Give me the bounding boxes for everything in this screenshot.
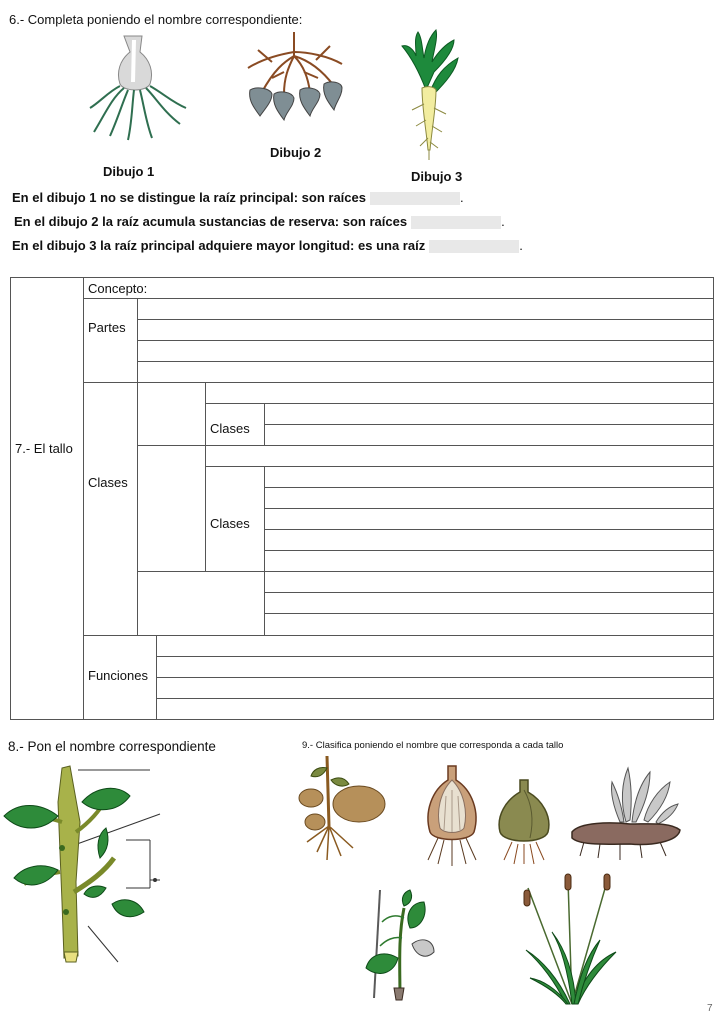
stem-outline-table	[10, 277, 714, 720]
section6-heading: 6.- Completa poniendo el nombre correspondiente:	[9, 12, 303, 27]
section9-heading: 9.- Clasifica poniendo el nombre que corresponda a cada tallo	[302, 740, 564, 751]
drawing2-caption: Dibujo 2	[270, 145, 322, 160]
drawing3-caption: Dibujo 3	[411, 169, 463, 184]
section8-heading: 8.- Pon el nombre correspondiente	[8, 739, 216, 754]
classes-label: Clases	[88, 475, 128, 490]
concept-label: Concepto:	[88, 281, 148, 296]
parts-label: Partes	[88, 320, 126, 335]
sentence-3-text: En el dibujo 3 la raíz principal adquiere mayor longitud: es una raíz	[12, 238, 426, 253]
taproot-icon	[392, 28, 464, 162]
functions-label: Funciones	[88, 668, 148, 683]
subclasses-label-2: Clases	[210, 516, 250, 531]
sentence-2-end: .	[501, 214, 505, 229]
drawing1-caption: Dibujo 1	[103, 164, 155, 179]
stem-section-title: 7.- El tallo	[15, 441, 73, 456]
sentence-1-end: .	[459, 190, 464, 205]
answer-blank-3[interactable]	[429, 240, 519, 253]
sentence-3	[12, 238, 523, 253]
answer-blank-1[interactable]	[370, 192, 460, 205]
fasciculate-roots-icon	[88, 32, 188, 144]
rhizome-icon	[570, 762, 682, 862]
sentence-1-text: En el dibujo 1 no se distingue la raíz principal: son raíces	[12, 190, 366, 205]
bulb-section-icon	[424, 766, 480, 868]
climbing-stem-icon	[360, 888, 436, 1000]
page-number: 7	[707, 1003, 713, 1014]
sentence-1	[12, 190, 464, 205]
answer-blank-2[interactable]	[411, 216, 501, 229]
tuber-icon	[297, 756, 389, 866]
sentence-3-end: .	[519, 238, 523, 253]
stem-diagram-icon	[0, 762, 165, 968]
sentence-2-text: En el dibujo 2 la raíz acumula sustancias de reserva: son raíces	[14, 214, 408, 229]
bulb-icon	[496, 780, 552, 864]
subclasses-label-1: Clases	[210, 421, 250, 436]
sentence-2	[14, 214, 505, 229]
grass-stem-icon	[512, 868, 620, 1006]
tuberous-roots-icon	[244, 32, 344, 124]
